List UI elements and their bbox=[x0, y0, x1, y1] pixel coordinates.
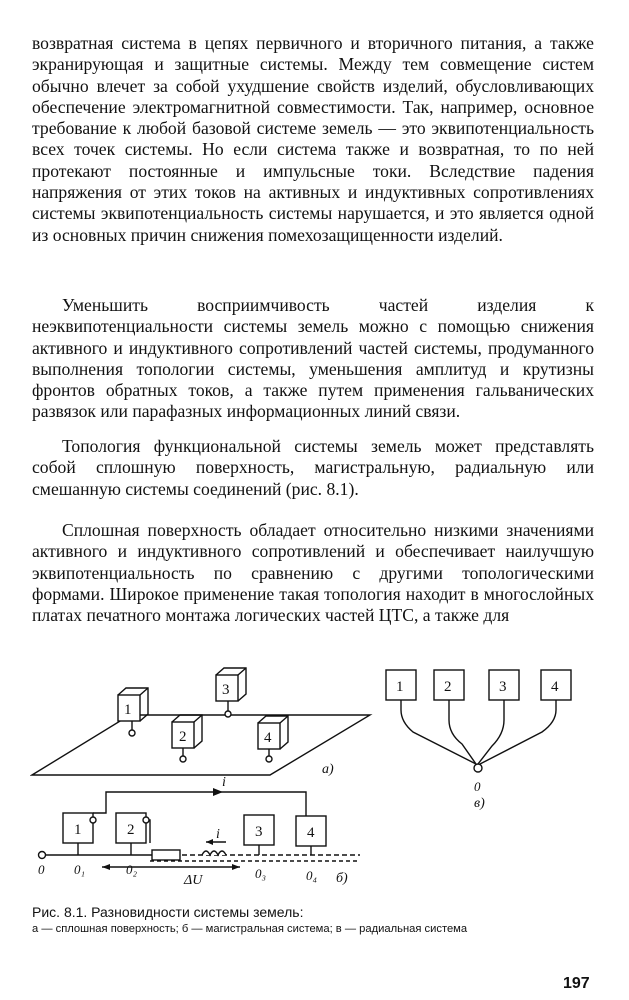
return-current-label: i bbox=[216, 827, 220, 842]
node-02-label: 0₂ bbox=[126, 862, 138, 877]
paragraph-3 bbox=[32, 436, 594, 500]
radial-box-2-label: 2 bbox=[444, 679, 452, 695]
cube-2 bbox=[172, 715, 202, 762]
panel-v-label: в) bbox=[474, 796, 485, 811]
voltage-drop-label: ΔU bbox=[184, 873, 203, 888]
node-03-label: 0₃ bbox=[255, 866, 267, 881]
bus-block-2-label: 2 bbox=[127, 822, 135, 838]
paragraph-1 bbox=[32, 33, 594, 246]
panel-a-solid-surface bbox=[32, 668, 370, 777]
figure-caption-title: Рис. 8.1. Разновидности системы земель: bbox=[32, 904, 304, 920]
cube-4-label: 4 bbox=[264, 730, 272, 746]
bus-block-1-label: 1 bbox=[74, 822, 82, 838]
radial-box-1-label: 1 bbox=[396, 679, 404, 695]
panel-b-label: б) bbox=[336, 871, 348, 886]
paragraph-4-text: Сплошная поверхность обладает относительно низкими значениями активного и индуктивного сопротивлений и обеспечивает наилучшую эквипотенциальность по сравнению с другими топологическими формами. Широкое применение такая топология находит в многослойных платах печатного монтажа логических частей ЦТС, а также для bbox=[32, 520, 594, 626]
cube-4 bbox=[258, 716, 288, 762]
paragraph-3-text: Топология функциональной системы земель может представлять собой сплошную поверхность, магистральную, радиальную или смешанную системы соединений (рис. 8.1). bbox=[32, 436, 594, 499]
node-01-label: 0₁ bbox=[74, 862, 86, 877]
bus-block-4-label: 4 bbox=[307, 825, 315, 841]
figure-caption-legend: а — сплошная поверхность; б — магистральная система; в — радиальная система bbox=[32, 923, 468, 935]
cube-1 bbox=[118, 688, 148, 736]
cube-1-label: 1 bbox=[124, 702, 132, 718]
ground-plane bbox=[32, 715, 370, 775]
radial-node-label: 0 bbox=[474, 779, 481, 794]
node-04-label: 0₄ bbox=[306, 868, 318, 883]
paragraph-1-text: возвратная система в цепях первичного и вторичного питания, а также экранирующая и защитные системы. Между тем совмещение систем обычно влечет за собой ухудшение свойств изделий, обусловливающих обеспечение электромагнитной совместимости. Так, например, основное требование к любой базовой системе земель — это эквипотенциальность всех точек системы. Но если система также и возвратная, то по ней протекают постоянные и импульсные токи. Вследствие падения напряжения от этих токов на активных и индуктивных сопротивлениях системы эквипотенциальность системы нарушается, и это является одной из основных причин снижения помехозащищенности изделий. bbox=[32, 33, 594, 245]
cube-3 bbox=[216, 668, 246, 717]
bus-resistor bbox=[152, 850, 180, 860]
bus-block-3-label: 3 bbox=[255, 824, 263, 840]
bus-inductor bbox=[202, 851, 226, 855]
bus-current-label: i bbox=[222, 775, 226, 790]
cube-2-label: 2 bbox=[179, 729, 187, 745]
radial-box-4-label: 4 bbox=[551, 679, 559, 695]
cube-3-label: 3 bbox=[222, 682, 230, 698]
paragraph-4 bbox=[32, 520, 594, 626]
ground-topology-diagram bbox=[30, 660, 600, 900]
paragraph-2-text: Уменьшить восприимчивость частей изделия к неэквипотенциальности системы земель можно с помощью снижения активного и индуктивного сопротивлений частей системы, продуманного выполнения топологии системы, уменьшения амплитуд и крутизны фронтов обратных токов, а также путем применения гальванических развязок или парафазных информационных линий связи. bbox=[32, 295, 594, 422]
panel-v-radial bbox=[386, 670, 571, 811]
panel-a-label: а) bbox=[322, 762, 334, 777]
radial-box-3-label: 3 bbox=[499, 679, 507, 695]
paragraph-2 bbox=[32, 295, 594, 423]
figure-8-1 bbox=[30, 660, 600, 900]
panel-b-bus bbox=[38, 775, 360, 888]
page-number: 197 bbox=[563, 975, 590, 992]
radial-node bbox=[474, 764, 482, 772]
node-0-label: 0 bbox=[38, 862, 45, 877]
bus-start-node bbox=[39, 852, 46, 859]
